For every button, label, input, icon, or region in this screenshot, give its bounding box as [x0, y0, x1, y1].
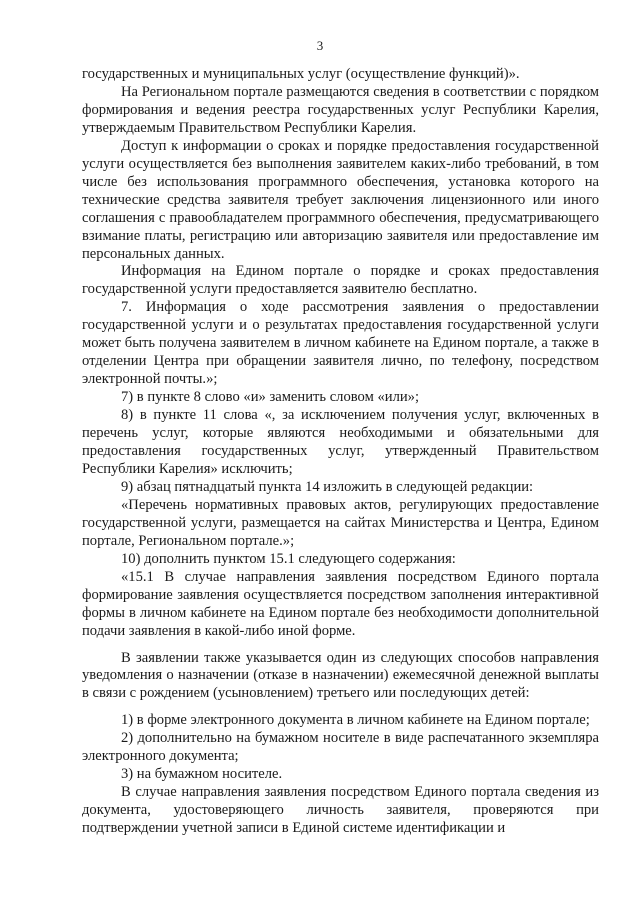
paragraph: «Перечень нормативных правовых актов, регулирующих предоставление государственной услуги, размещается на сайтах Министерства и Центра, Едином портале, Региональном портале.»; — [82, 496, 599, 549]
paragraph: 8) в пункте 11 слова «, за исключением получения услуг, включенных в перечень услуг, которые являются необходимыми и обязательными для предоставления государственных услуг, утвержденный Правительством Республики Карелия» исключить; — [82, 407, 599, 477]
paragraph: 7. Информация о ходе рассмотрения заявления о предоставлении государственной услуги и о результатах предоставления государственной услуги может быть получена заявителем в личном кабинете на Едином портале, а также в отделении Центра при обращении заявителя лично, по телефону, посредством электронной почты.»; — [82, 299, 599, 388]
paragraph: В случае направления заявления посредством Единого портала сведения из документа, удостоверяющего личность заявителя, проверяются при подтверждении учетной записи в Единой системе идентификации и — [82, 784, 599, 837]
document-body — [82, 66, 599, 838]
paragraph: 7) в пункте 8 слово «и» заменить словом «или»; — [121, 389, 420, 406]
page-number: 3 — [316, 38, 324, 53]
paragraph: «15.1 В случае направления заявления посредством Единого портала формирование заявления осуществляется посредством заполнения интерактивной формы в личном кабинете на Едином портале без необходимости дополнительной подачи заявления в какой-либо иной форме. — [82, 568, 599, 639]
paragraph: 10) дополнить пунктом 15.1 следующего содержания: — [121, 550, 456, 567]
paragraph: В заявлении также указывается один из следующих способов направления уведомления о назначении (отказе в назначении) ежемесячной денежной выплаты в связи с рождением (усыновлением) третьего или последующих детей: — [82, 649, 599, 702]
paragraph: 3) на бумажном носителе. — [121, 766, 283, 783]
paragraph: 2) дополнительно на бумажном носителе в виде распечатанного экземпляра электронного документа; — [82, 730, 599, 765]
paragraph: 9) абзац пятнадцатый пункта 14 изложить в следующей редакции: — [121, 478, 534, 495]
paragraph: государственных и муниципальных услуг (осуществление функций)». — [82, 66, 520, 82]
paragraph: 1) в форме электронного документа в личном кабинете на Едином портале; — [121, 712, 590, 729]
paragraph: Доступ к информации о сроках и порядке предоставления государственной услуги осуществляется без выполнения заявителем каких-либо требований, в том числе без использования программного обеспечения, установка которого на технические средства заявителя требует заключения лицензионного или иного соглашения с правообладателем программного обеспечения, предусматривающего взимание платы, регистрацию или авторизацию заявителя или предоставление им персональных данных. — [82, 137, 599, 262]
paragraph: На Региональном портале размещаются сведения в соответствии с порядком формирования и ведения реестра государственных услуг Республики Карелия, утверждаемым Правительством Республики Карелия. — [82, 83, 599, 136]
paragraph: Информация на Едином портале о порядке и сроках предоставления государственной услуги предоставляется заявителю бесплатно. — [82, 263, 599, 298]
